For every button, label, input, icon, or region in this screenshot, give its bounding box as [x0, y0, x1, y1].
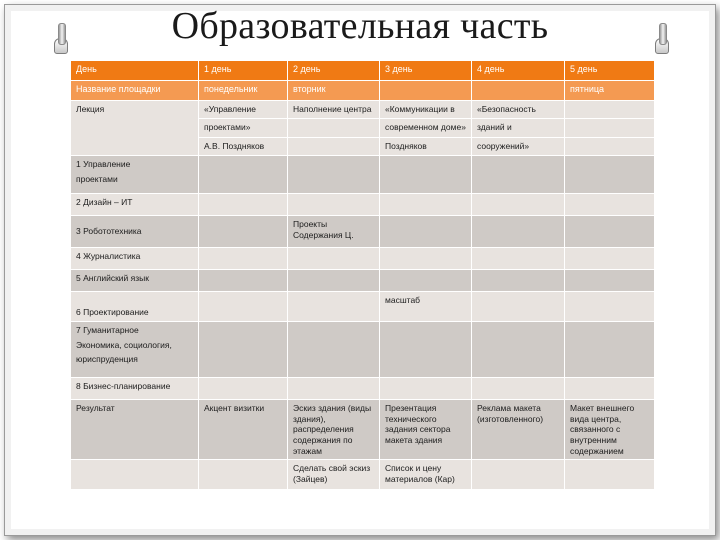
table-cell: Макет внешнего вида центра, связанного с внутренним содержанием — [565, 400, 655, 460]
table-cell — [288, 322, 380, 378]
table-cell — [199, 322, 288, 378]
table-cell — [472, 270, 565, 292]
header-cell: День — [71, 61, 199, 81]
row-label: Результат — [71, 400, 199, 460]
table-cell: Поздняков — [380, 137, 472, 155]
table-cell: Акцент визитки — [199, 400, 288, 460]
table-row — [71, 156, 655, 194]
schedule-table — [70, 60, 655, 490]
table-cell — [565, 156, 655, 194]
table-cell — [565, 292, 655, 322]
row-label — [71, 156, 199, 194]
row-label: 3 Робототехника — [71, 216, 199, 248]
row-label: 2 Дизайн – ИТ — [71, 194, 199, 216]
table-cell: сооружений» — [472, 137, 565, 155]
table-cell — [565, 194, 655, 216]
table-row — [71, 101, 655, 119]
table-cell — [288, 194, 380, 216]
row-label-line: проектами — [76, 173, 118, 184]
subheader-cell: Название площадки — [71, 81, 199, 101]
row-label-line: юриспруденция — [76, 354, 138, 365]
header-cell: 2 день — [288, 61, 380, 81]
table-cell — [472, 292, 565, 322]
header-row — [71, 61, 655, 81]
subheader-cell: пятница — [565, 81, 655, 101]
table-cell — [380, 322, 472, 378]
table-cell: современном доме» — [380, 119, 472, 137]
table-cell — [565, 322, 655, 378]
table-cell — [288, 378, 380, 400]
table-cell — [199, 292, 288, 322]
table-row — [71, 194, 655, 216]
table-cell — [565, 119, 655, 137]
subheader-cell: вторник — [288, 81, 380, 101]
row-label — [71, 322, 199, 378]
table-row — [71, 292, 655, 322]
subheader-cell — [472, 81, 565, 101]
table-cell — [565, 460, 655, 490]
row-label: 4 Журналистика — [71, 248, 199, 270]
subheader-row — [71, 81, 655, 101]
row-label: Лекция — [71, 101, 199, 156]
header-cell: 5 день — [565, 61, 655, 81]
table-cell — [288, 248, 380, 270]
row-label-line: Экономика, социология, — [76, 339, 172, 350]
row-label: 5 Английский язык — [71, 270, 199, 292]
table-cell — [565, 101, 655, 119]
table-cell: проектами» — [199, 119, 288, 137]
table-cell: Наполнение центра — [288, 101, 380, 119]
table-cell — [472, 156, 565, 194]
table-cell: Эскиз здания (виды здания), распределения содержания по этажам — [288, 400, 380, 460]
table-cell — [199, 460, 288, 490]
table-cell — [472, 322, 565, 378]
table-cell — [472, 216, 565, 248]
table-cell — [199, 248, 288, 270]
table-cell: «Безопасность — [472, 101, 565, 119]
table-cell: Презентация технического задания сектора макета здания — [380, 400, 472, 460]
table-cell — [288, 156, 380, 194]
table-cell — [565, 270, 655, 292]
table-cell: Реклама макета (изготовленного) — [472, 400, 565, 460]
table-cell — [380, 378, 472, 400]
header-cell: 4 день — [472, 61, 565, 81]
table-cell — [199, 216, 288, 248]
table-cell — [288, 292, 380, 322]
table-cell — [565, 248, 655, 270]
table-cell — [199, 378, 288, 400]
table-cell — [472, 460, 565, 490]
table-cell — [565, 216, 655, 248]
table-cell — [199, 270, 288, 292]
page-title: Образовательная часть — [171, 5, 549, 47]
table-cell — [380, 270, 472, 292]
table-row — [71, 270, 655, 292]
table-row — [71, 378, 655, 400]
table-row — [71, 322, 655, 378]
table-cell: Проекты Содержания Ц. — [288, 216, 380, 248]
table-cell — [380, 194, 472, 216]
subheader-cell — [380, 81, 472, 101]
row-label: 8 Бизнес-планирование — [71, 378, 199, 400]
row-label: 6 Проектирование — [71, 292, 199, 322]
table-cell — [472, 248, 565, 270]
table-cell — [199, 194, 288, 216]
table-cell — [380, 248, 472, 270]
table-cell — [71, 460, 199, 490]
table-cell — [565, 378, 655, 400]
table-cell — [472, 378, 565, 400]
table-cell: зданий и — [472, 119, 565, 137]
table-cell: «Управление — [199, 101, 288, 119]
table-cell — [288, 137, 380, 155]
table-cell: масштаб — [380, 292, 472, 322]
header-cell: 3 день — [380, 61, 472, 81]
table-cell — [380, 156, 472, 194]
table-cell: «Коммуникации в — [380, 101, 472, 119]
row-label-line: 7 Гуманитарное — [76, 325, 139, 335]
table-cell: Список и цену материалов (Кар) — [380, 460, 472, 490]
header-cell: 1 день — [199, 61, 288, 81]
table-row — [71, 248, 655, 270]
row-label-line: 1 Управление — [76, 159, 131, 169]
subheader-cell: понедельник — [199, 81, 288, 101]
table-cell: А.В. Поздняков — [199, 137, 288, 155]
table-cell — [199, 156, 288, 194]
table-cell — [472, 194, 565, 216]
table-cell — [565, 137, 655, 155]
table-row — [71, 400, 655, 460]
table-row — [71, 460, 655, 490]
table-cell: Сделать свой эскиз (Зайцев) — [288, 460, 380, 490]
table-cell — [288, 119, 380, 137]
table-cell — [288, 270, 380, 292]
table-cell — [380, 216, 472, 248]
table-row — [71, 216, 655, 248]
